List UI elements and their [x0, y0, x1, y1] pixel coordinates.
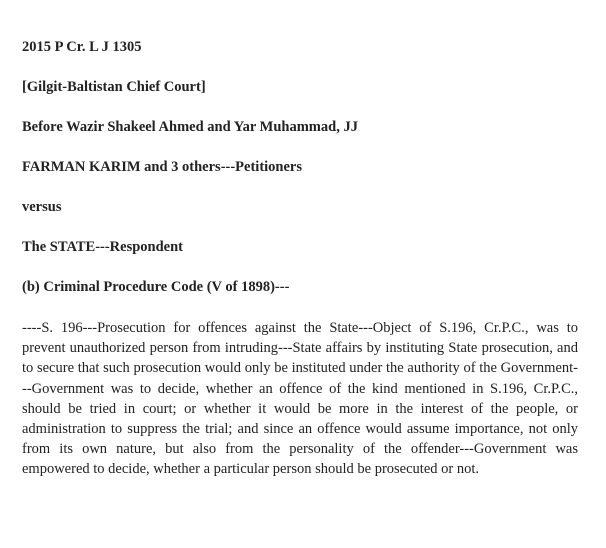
petitioners: FARMAN KARIM and 3 others---Petitioners	[22, 159, 303, 175]
bench: Before Wazir Shakeel Ahmed and Yar Muhammad, JJ	[22, 119, 358, 135]
respondent: The STATE---Respondent	[22, 239, 184, 255]
versus: versus	[22, 199, 62, 215]
statute-heading: (b) Criminal Procedure Code (V of 1898)---	[22, 279, 290, 295]
headnote-text: ----S. 196---Prosecution for offences against the State---Object of S.196, Cr.P.C., was to prevent unauthorized person from intruding---State affairs by instituting State prosecution, and to secure that such prosecution would only be instituted under the authority of the Government---Government was to decide, whether an offence of the kind mentioned in S.196, Cr.P.C., should be tried in court; or whether it would be more in the interest of the people, or administration to suppress the trial; and since an offence would assume importance, not only from its own nature, but also from the personality of the offender---Government was empowered to decide, whether a particular person should be prosecuted or not.	[22, 320, 578, 478]
citation: 2015 P Cr. L J 1305	[22, 39, 142, 55]
court-name: [Gilgit-Baltistan Chief Court]	[22, 79, 206, 95]
